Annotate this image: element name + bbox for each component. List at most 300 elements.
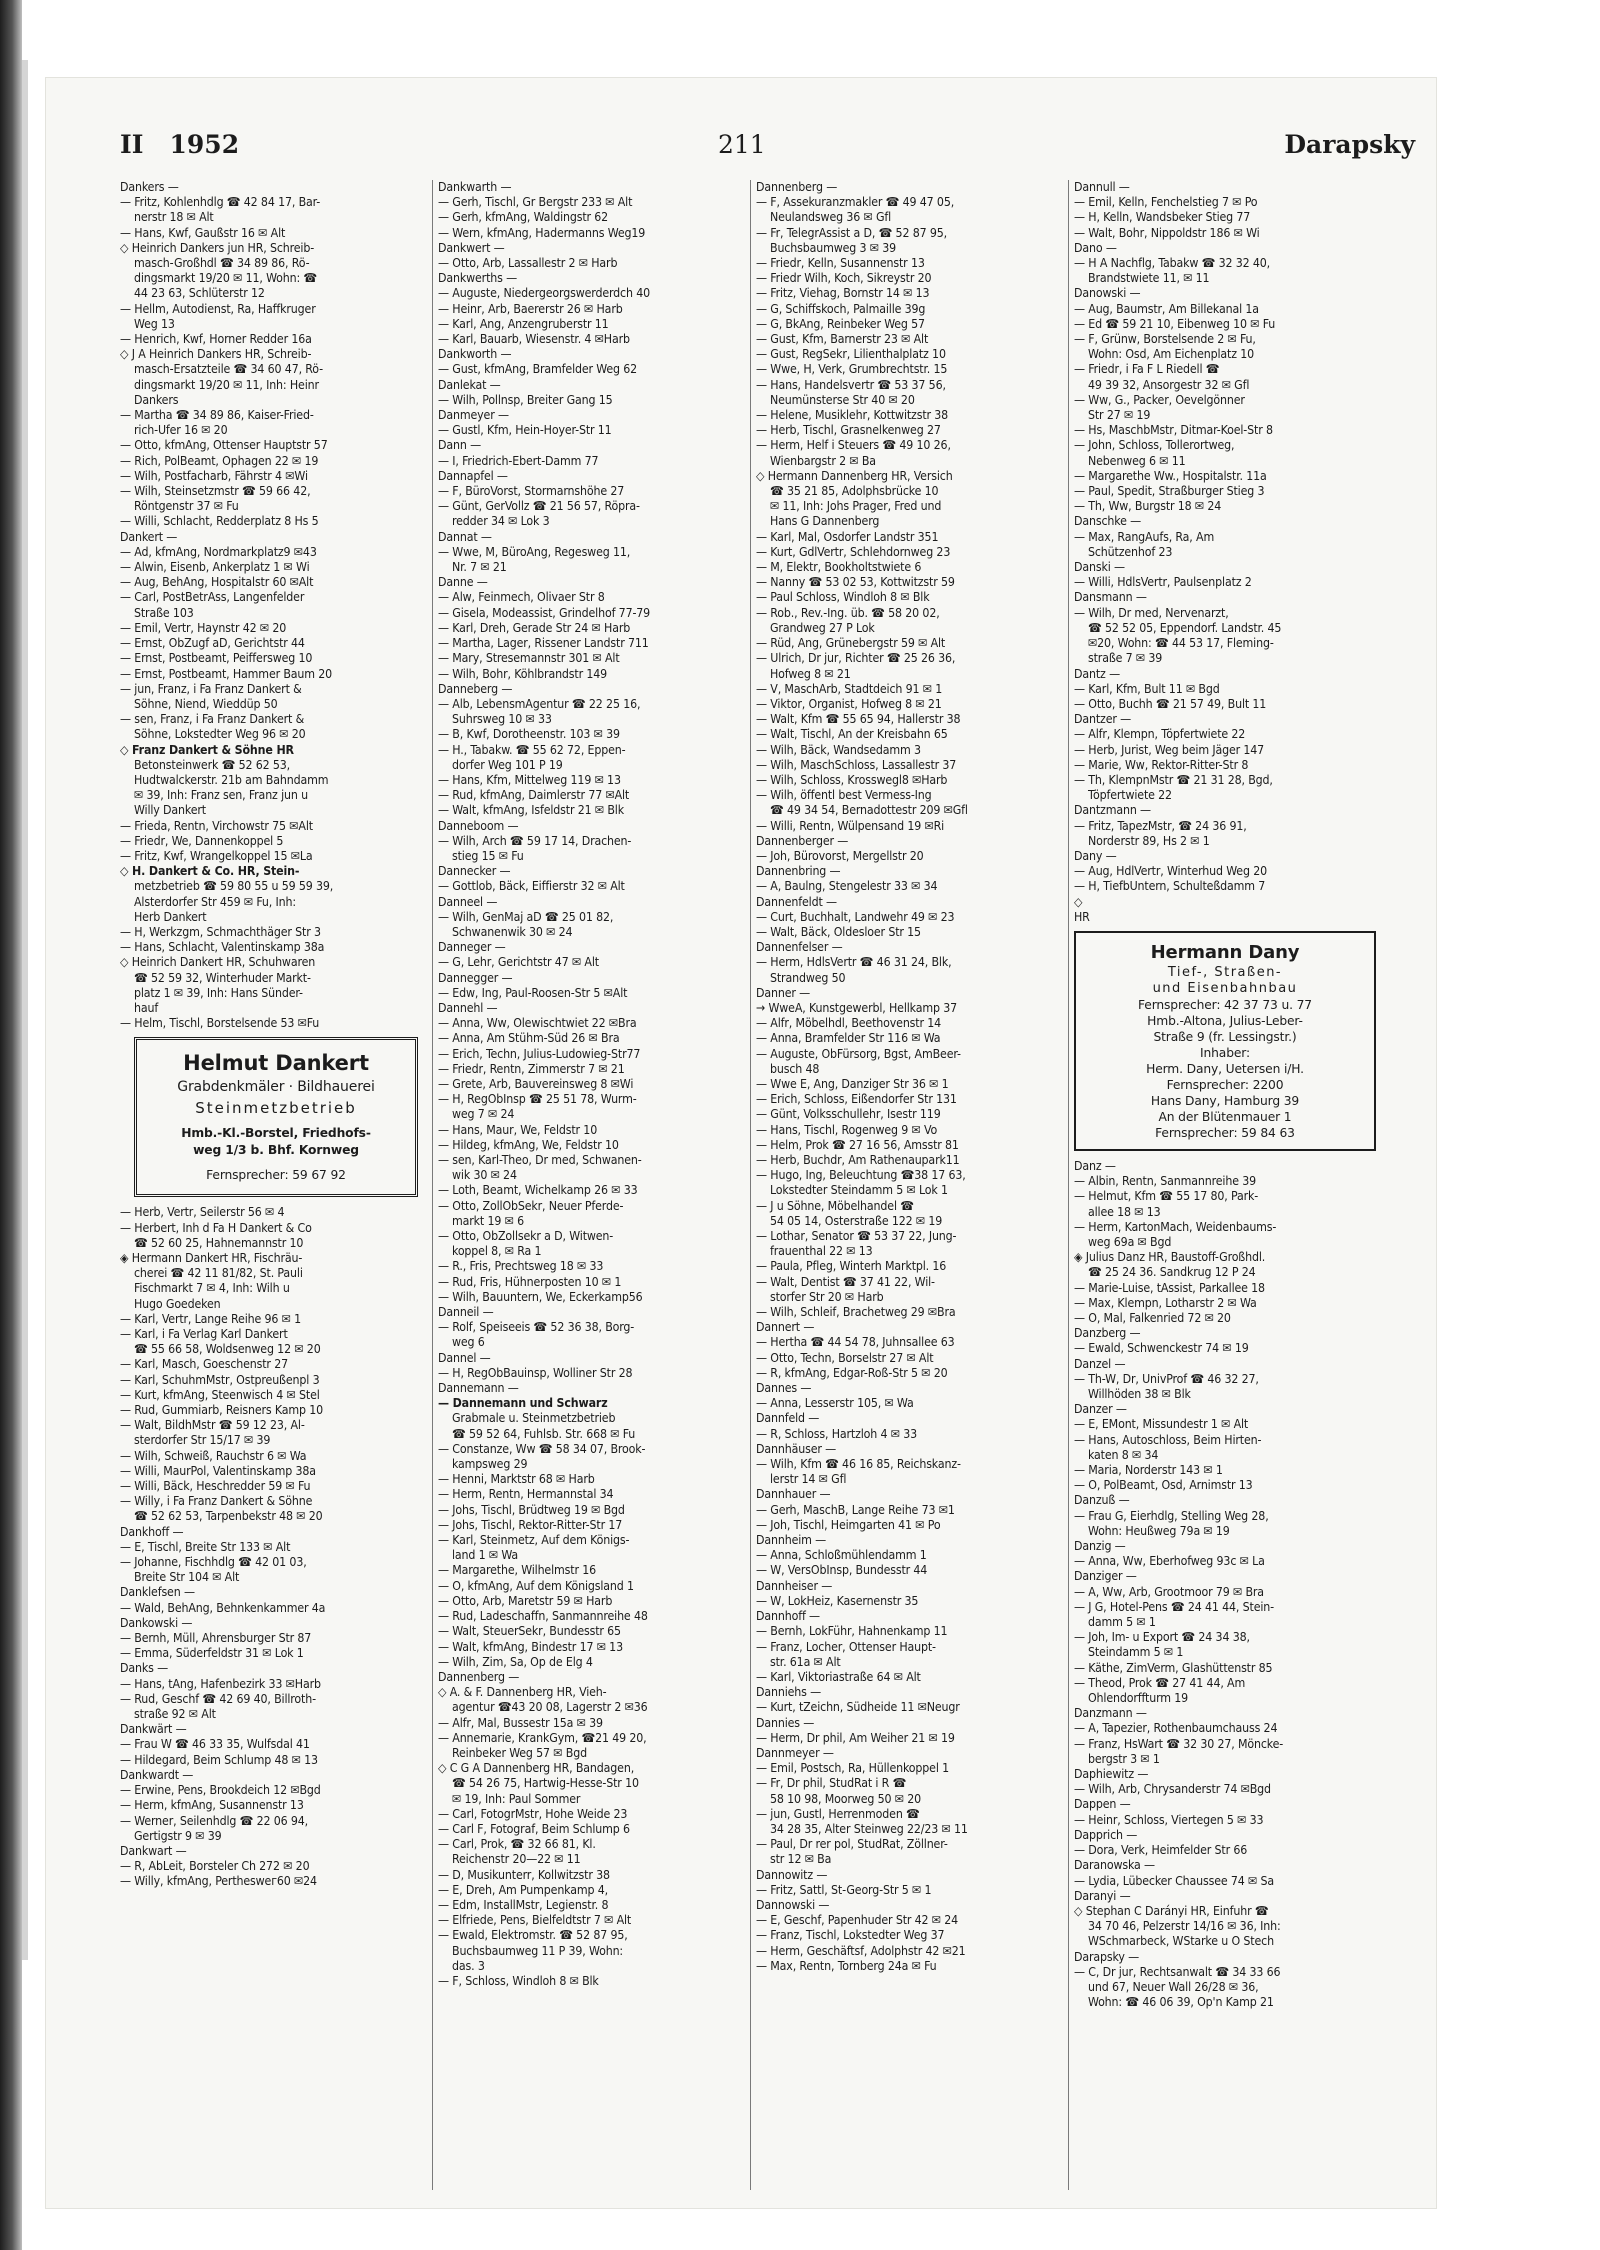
directory-entry-line: — Otto, kfmAng, Ottenser Hauptstr 57: [120, 438, 328, 453]
header-roman: II: [120, 130, 144, 159]
directory-entry-line: agentur ☎43 20 08, Lagerstr 2 ✉36: [452, 1700, 648, 1715]
directory-entry-line: — Willi, Rentn, Wülpensand 19 ✉Ri: [756, 818, 945, 833]
ad-dany-line-1: Tief-, Straßen-: [1167, 964, 1283, 980]
directory-entry-line: Dantz —: [1074, 666, 1120, 681]
column-2: [432, 180, 744, 2190]
directory-entry-line: — Max, RangAufs, Ra, Am: [1074, 529, 1215, 544]
directory-entry-line: Hudtwalckerstr. 21b am Bahndamm: [134, 772, 329, 787]
directory-entry-line: — Willy, i Fa Franz Dankert & Söhne: [120, 1494, 313, 1509]
directory-entry-line: Dannemann —: [438, 1381, 519, 1396]
directory-entry-line: — E, Dreh, Am Pumpenkamp 4,: [438, 1882, 608, 1897]
directory-entry-line: — Viktor, Organist, Hofweg 8 ✉ 21: [756, 696, 942, 711]
directory-entry-line: — Alfr, Mal, Bussestr 15a ✉ 39: [438, 1715, 603, 1730]
directory-entry-line: — Wilh, Arb, Chrysanderstr 74 ✉Bgd: [1074, 1782, 1271, 1797]
directory-entry-line: Neumünsterse Str 40 ✉ 20: [770, 392, 915, 407]
directory-entry-line: — Hans, Autoschloss, Beim Hirten-: [1074, 1432, 1262, 1447]
directory-entry-line: — Auguste, Niedergeorgswerderdch 40: [438, 286, 650, 301]
directory-entry-line: 58 10 98, Moorweg 50 ✉ 20: [770, 1791, 921, 1806]
directory-entry-line: — Anna, Ww, Eberhofweg 93c ✉ La: [1074, 1554, 1265, 1569]
directory-entry-line: Wohn: ☎ 46 06 39, Op'n Kamp 21: [1088, 1995, 1274, 2010]
directory-entry-line: metzbetrieb ☎ 59 80 55 u 59 59 39,: [134, 879, 334, 894]
directory-entry-line: — Wwe, H, Verk, Grumbrechtstr. 15: [756, 362, 948, 377]
directory-entry-line: ◇ C G A Dannenberg HR, Bandagen,: [438, 1761, 635, 1776]
directory-entry-line: — Hildegard, Beim Schlump 48 ✉ 13: [120, 1752, 318, 1767]
directory-entry-line: — Anna, Ww, Olewischtwiet 22 ✉Bra: [438, 1016, 637, 1031]
directory-entry-line: — Karl, Viktoriastraße 64 ✉ Alt: [756, 1669, 921, 1684]
directory-entry-line: platz 1 ✉ 39, Inh: Hans Sünder-: [134, 985, 303, 1000]
ad-dankert-business: Steinmetzbetrieb: [195, 1099, 357, 1118]
directory-entry-line: — Joh, Im- u Export ☎ 24 34 38,: [1074, 1630, 1250, 1645]
directory-entry-line: — H, Werkzgm, Schmachthäger Str 3: [120, 924, 321, 939]
directory-entry-line: — H, RegObInsp ☎ 25 51 78, Wurm-: [438, 1092, 637, 1107]
directory-entry-line: — Wilh, Steinsetzmstr ☎ 59 66 42,: [120, 484, 311, 499]
directory-entry-line: Danner —: [756, 985, 811, 1000]
directory-entry-line: Hans G Dannenberg: [770, 514, 880, 529]
directory-entry-line: ☎ 52 60 25, Hahnemannstr 10: [134, 1235, 304, 1250]
directory-entry-line: — Hans, tAng, Hafenbezirk 33 ✉Harb: [120, 1676, 321, 1691]
directory-entry-line: Daphiewitz —: [1074, 1767, 1149, 1782]
directory-entry-line: — Gerh, MaschB, Lange Reihe 73 ✉1: [756, 1502, 955, 1517]
directory-entry-line: Dannheim —: [756, 1533, 827, 1548]
ad-dany-line-7: Herm. Dany, Uetersen i/H.: [1146, 1061, 1304, 1076]
header-keyword: Darapsky: [1284, 130, 1415, 159]
directory-entry-line: — Ed ☎ 59 21 10, Eibenweg 10 ✉ Fu: [1074, 316, 1276, 331]
directory-entry-line: — Friedr, Rentn, Zimmerstr 7 ✉ 21: [438, 1061, 625, 1076]
directory-entry-line: — Rüd, Ang, Grünebergstr 59 ✉ Alt: [756, 636, 946, 651]
directory-entry-line: — Franz, Tischl, Lokstedter Weg 37: [756, 1928, 945, 1943]
ad-dany-line-6: Inhaber:: [1200, 1045, 1250, 1060]
column-3-list: [756, 180, 1062, 1974]
directory-entry-line: — Walt, Dentist ☎ 37 41 22, Wil-: [756, 1274, 935, 1289]
directory-entry-line: masch-Großhdl ☎ 34 89 86, Rö-: [134, 256, 310, 271]
directory-entry-line: — Karl, Vertr, Lange Reihe 96 ✉ 1: [120, 1311, 302, 1326]
directory-entry-line: — Elfriede, Pens, Bielfeldtstr 7 ✉ Alt: [438, 1913, 632, 1928]
directory-entry-line: — Frau W ☎ 46 33 35, Wulfsdal 41: [120, 1737, 310, 1752]
directory-entry-line: — Ad, kfmAng, Nordmarkplatz9 ✉43: [120, 544, 317, 559]
directory-entry-line: — Margarethe Ww., Hospitalstr. 11a: [1074, 468, 1267, 483]
directory-entry-line: — Hans, Kwf, Gaußstr 16 ✉ Alt: [120, 225, 286, 240]
directory-entry-line: — Henrich, Kwf, Horner Redder 16a: [120, 332, 312, 347]
directory-entry-line: nerstr 18 ✉ Alt: [134, 210, 214, 225]
directory-entry-line: bergstr 3 ✉ 1: [1088, 1751, 1160, 1766]
directory-entry-line: — Marie-Luise, tAssist, Parkallee 18: [1074, 1280, 1265, 1295]
directory-entry-line: Dappen —: [1074, 1797, 1131, 1812]
directory-entry-line: — Hugo, Ing, Beleuchtung ☎38 17 63,: [756, 1168, 966, 1183]
directory-entry-line: — Helm, Prok ☎ 27 16 56, Amsstr 81: [756, 1137, 959, 1152]
directory-entry-line: ◈ Hermann Dankert HR, Fischräu-: [120, 1250, 303, 1265]
directory-entry-line: — Helmut, Kfm ☎ 55 17 80, Park-: [1074, 1189, 1259, 1204]
directory-entry-line: — Alb, LebensmAgentur ☎ 22 25 16,: [438, 696, 641, 711]
directory-entry-line: — Gerh, Tischl, Gr Bergstr 233 ✉ Alt: [438, 195, 633, 210]
directory-entry-line: — Rud, kfmAng, Daimlerstr 77 ✉Alt: [438, 788, 630, 803]
directory-entry-line: Dantzer —: [1074, 712, 1132, 727]
directory-entry-line: — Hans, Schlacht, Valentinskamp 38a: [120, 940, 325, 955]
directory-entry-line: — Gust, RegSekr, Lilienthalplatz 10: [756, 347, 946, 362]
directory-entry-line: Dannert —: [756, 1320, 815, 1335]
directory-entry-line: — Bernh, Müll, Ahrensburger Str 87: [120, 1631, 312, 1646]
directory-entry-line: dingsmarkt 19/20 ✉ 11, Inh: Heinr: [134, 377, 319, 392]
directory-entry-line: — Maria, Norderstr 143 ✉ 1: [1074, 1463, 1223, 1478]
directory-entry-line: Daranowska —: [1074, 1858, 1155, 1873]
directory-entry-line: Dannenberg —: [438, 1669, 520, 1684]
directory-entry-line: — Anna, Bramfelder Str 116 ✉ Wa: [756, 1031, 941, 1046]
directory-entry-line: — Johs, Tischl, Brüdtweg 19 ✉ Bgd: [438, 1502, 625, 1517]
directory-entry-line: ◇ J A Heinrich Dankers HR, Schreib-: [120, 347, 312, 362]
directory-entry-line: weg 7 ✉ 24: [452, 1107, 515, 1122]
directory-entry-line: — Willi, Schlacht, Redderplatz 8 Hs 5: [120, 514, 319, 529]
directory-entry-line: — Otto, ZollObSekr, Neuer Pferde-: [438, 1198, 624, 1213]
directory-entry-line: — Walt, SteuerSekr, Bundesstr 65: [438, 1624, 621, 1639]
directory-entry-line: weg 6: [452, 1335, 485, 1350]
directory-entry-line: — E, Geschf, Papenhuder Str 42 ✉ 24: [756, 1913, 959, 1928]
directory-entry-line: koppel 8, ✉ Ra 1: [452, 1244, 542, 1259]
directory-entry-line: — Herm, Dr phil, Am Weiher 21 ✉ 19: [756, 1730, 955, 1745]
directory-entry-line: — Gisela, Modeassist, Grindelhof 77-79: [438, 605, 651, 620]
directory-entry-line: land 1 ✉ Wa: [452, 1548, 519, 1563]
directory-entry-line: frauenthal 22 ✉ 13: [770, 1244, 873, 1259]
directory-entry-line: — Alw, Feinmech, Olivaer Str 8: [438, 590, 605, 605]
directory-entry-line: Dannat —: [438, 529, 492, 544]
directory-entry-line: — Herm, kfmAng, Susannenstr 13: [120, 1798, 304, 1813]
directory-entry-line: — Aug, HdlVertr, Winterhud Weg 20: [1074, 864, 1267, 879]
directory-entry-line: — Helm, Tischl, Borstelsende 53 ✉Fu: [120, 1016, 320, 1031]
directory-entry-line: — M, Elektr, Bookholtstwiete 6: [756, 560, 922, 575]
directory-entry-line: Danzer —: [1074, 1402, 1127, 1417]
directory-entry-line: — Walt, kfmAng, Bindestr 17 ✉ 13: [438, 1639, 623, 1654]
column-4-top: [1074, 180, 1380, 925]
directory-entry-line: — Annemarie, KrankGym, ☎21 49 20,: [438, 1730, 647, 1745]
directory-entry-line: — Carl, PostBetrAss, Langenfelder: [120, 590, 305, 605]
directory-entry-line: — Fritz, Viehag, Bornstr 14 ✉ 13: [756, 286, 930, 301]
directory-entry-line: Röntgenstr 37 ✉ Fu: [134, 499, 239, 514]
directory-entry-line: — Erich, Techn, Julius-Ludowieg-Str77: [438, 1046, 641, 1061]
directory-entry-line: Strandweg 50: [770, 970, 846, 985]
directory-entry-line: — Otto, Arb, Lassallestr 2 ✉ Harb: [438, 256, 618, 271]
directory-entry-line: — G, Schiffskoch, Palmaille 39g: [756, 301, 926, 316]
directory-entry-line: — Nanny ☎ 53 02 53, Kottwitzstr 59: [756, 575, 955, 590]
directory-entry-line: — Walt, Bäck, Oldesloer Str 15: [756, 924, 921, 939]
directory-entry-line: Dannhäuser —: [756, 1441, 837, 1456]
page-number: 211: [718, 130, 766, 159]
directory-entry-line: 54 05 14, Osterstraße 122 ✉ 19: [770, 1213, 943, 1228]
directory-entry-line: dingsmarkt 19/20 ✉ 11, Wohn: ☎: [134, 271, 318, 286]
directory-entry-line: — Joh, Tischl, Heimgarten 41 ✉ Po: [756, 1517, 941, 1532]
directory-entry-line: — J G, Hotel-Pens ☎ 24 41 44, Stein-: [1074, 1599, 1274, 1614]
directory-entry-line: Fischmarkt 7 ✉ 4, Inh: Wilh u: [134, 1281, 290, 1296]
directory-entry-line: kampsweg 29: [452, 1457, 528, 1472]
directory-entry-line: rich-Ufer 16 ✉ 20: [134, 423, 228, 438]
directory-entry-line: Dannenberg —: [756, 180, 838, 194]
directory-entry-line: — Anna, Am Stühm-Süd 26 ✉ Bra: [438, 1031, 620, 1046]
directory-entry-line: — E, EMont, Missundestr 1 ✉ Alt: [1074, 1417, 1249, 1432]
directory-entry-line: — Otto, Arb, Maretstr 59 ✉ Harb: [438, 1593, 613, 1608]
directory-entry-line: damm 5 ✉ 1: [1088, 1615, 1156, 1630]
directory-entry-line: — Wilh, Postfacharb, Fährstr 4 ✉Wi: [120, 468, 308, 483]
directory-entry-line: ◇ Franz Dankert & Söhne HR: [120, 742, 294, 757]
directory-entry-line: Danzel —: [1074, 1356, 1126, 1371]
directory-entry-line: — Günt, GerVollz ☎ 21 56 57, Röpra-: [438, 499, 640, 514]
directory-entry-line: — Walt, Kfm ☎ 55 65 94, Hallerstr 38: [756, 712, 961, 727]
directory-entry-line: — sen, Franz, i Fa Franz Dankert &: [120, 712, 305, 727]
directory-entry-line: — Wilh, Schweiß, Rauchstr 6 ✉ Wa: [120, 1448, 307, 1463]
directory-entry-line: — Rud, Geschf ☎ 42 69 40, Billroth-: [120, 1691, 316, 1706]
directory-entry-line: ☎ 49 34 54, Bernadottestr 209 ✉Gfl: [770, 803, 968, 818]
ad-dany-line-10: An der Blütenmauer 1: [1158, 1109, 1292, 1124]
directory-entry-line: Wienbargstr 2 ✉ Ba: [770, 453, 876, 468]
directory-entry-line: Dannenberger —: [756, 833, 849, 848]
directory-columns: [120, 180, 1420, 2190]
directory-entry-line: — Wilh, öffentl best Vermess-Ing: [756, 788, 932, 803]
directory-entry-line: Schwanenwik 30 ✉ 24: [452, 924, 573, 939]
directory-entry-line: Dankwardt —: [120, 1767, 194, 1782]
column-1: [120, 180, 426, 2190]
directory-entry-line: — A, Ww, Arb, Grootmoor 79 ✉ Bra: [1074, 1584, 1264, 1599]
directory-entry-line: — Käthe, ZimVerm, Glashüttenstr 85: [1074, 1660, 1273, 1675]
directory-entry-line: Neulandsweg 36 ✉ Gfl: [770, 210, 892, 225]
directory-entry-line: — Emil, Kelln, Fenchelstieg 7 ✉ Po: [1074, 195, 1258, 210]
directory-entry-line: — Friedr Wilh, Koch, Sikreystr 20: [756, 271, 932, 286]
directory-entry-line: Reinbeker Weg 57 ✉ Bgd: [452, 1745, 587, 1760]
directory-entry-line: Betonsteinwerk ☎ 52 62 53,: [134, 757, 290, 772]
directory-entry-line: — Herm, HdlsVertr ☎ 46 31 24, Blk,: [756, 955, 952, 970]
directory-entry-line: masch-Ersatzteile ☎ 34 60 47, Rö-: [134, 362, 323, 377]
directory-entry-line: markt 19 ✉ 6: [452, 1213, 524, 1228]
column-1-top: [120, 180, 426, 1031]
directory-entry-line: Danziger —: [1074, 1569, 1137, 1584]
directory-entry-line: Dannowitz —: [756, 1867, 828, 1882]
directory-entry-line: — B, Kwf, Dorotheenstr. 103 ✉ 39: [438, 727, 620, 742]
directory-entry-line: Dapprich —: [1074, 1827, 1138, 1842]
directory-entry-line: Danz —: [1074, 1158, 1116, 1173]
scan-edge: [0, 0, 22, 2250]
directory-entry-line: Dann —: [438, 438, 482, 453]
directory-entry-line: — D, Musikunterr, Kollwitzstr 38: [438, 1867, 610, 1882]
directory-entry-line: Dano —: [1074, 240, 1117, 255]
directory-entry-line: — Ernst, Postbeamt, Hammer Baum 20: [120, 666, 333, 681]
directory-entry-line: — Herb, Vertr, Seilerstr 56 ✉ 4: [120, 1205, 285, 1220]
directory-entry-line: ◇ A. & F. Dannenberg HR, Vieh-: [438, 1685, 607, 1700]
directory-entry-line: — Auguste, ObFürsorg, Bgst, AmBeer-: [756, 1046, 961, 1061]
directory-entry-line: Dannehl —: [438, 1000, 498, 1015]
directory-entry-line: — Otto, Buchh ☎ 21 57 49, Bult 11: [1074, 696, 1267, 711]
directory-entry-line: — Fritz, TapezMstr, ☎ 24 36 91,: [1074, 818, 1247, 833]
directory-entry-line: — Gustl, Kfm, Hein-Hoyer-Str 11: [438, 423, 612, 438]
directory-entry-line: — O, kfmAng, Auf dem Königsland 1: [438, 1578, 634, 1593]
directory-entry-line: — Th, Ww, Burgstr 18 ✉ 24: [1074, 499, 1222, 514]
directory-entry-line: — Herm, Rentn, Hermannstal 34: [438, 1487, 614, 1502]
directory-entry-line: — Rich, PolBeamt, Ophagen 22 ✉ 19: [120, 453, 319, 468]
directory-entry-line: Dannenbring —: [756, 864, 841, 879]
directory-entry-line: Grandweg 27 P Lok: [770, 620, 875, 635]
directory-entry-line: — Hertha ☎ 44 54 78, Juhnsallee 63: [756, 1335, 955, 1350]
directory-entry-line: — Martha ☎ 34 89 86, Kaiser-Fried-: [120, 408, 314, 423]
directory-entry-line: ✉20, Wohn: ☎ 44 53 17, Fleming-: [1088, 636, 1274, 651]
directory-entry-line: — Kurt, GdlVertr, Schlehdornweg 23: [756, 544, 951, 559]
directory-entry-line: ◇ Heinrich Dankers jun HR, Schreib-: [120, 240, 315, 255]
directory-entry-line: Steindamm 5 ✉ 1: [1088, 1645, 1184, 1660]
directory-entry-line: Dannel —: [438, 1350, 491, 1365]
directory-entry-line: 34 28 35, Alter Steinweg 22/23 ✉ 11: [770, 1821, 968, 1836]
directory-entry-line: — R, Schloss, Hartzloh 4 ✉ 33: [756, 1426, 918, 1441]
directory-entry-line: Dankers —: [120, 180, 179, 194]
directory-entry-line: — Herm, Helf i Steuers ☎ 49 10 26,: [756, 438, 951, 453]
directory-entry-line: Dannmeyer —: [756, 1745, 834, 1760]
directory-entry-line: — Herbert, Inh d Fa H Dankert & Co: [120, 1220, 312, 1235]
directory-entry-line: — Rolf, Speiseeis ☎ 52 36 38, Borg-: [438, 1320, 635, 1335]
directory-entry-line: Dannenfeldt —: [756, 894, 837, 909]
directory-entry-line: Willhöden 38 ✉ Blk: [1088, 1387, 1191, 1401]
directory-entry-line: — Karl, Kfm, Bult 11 ✉ Bgd: [1074, 681, 1220, 696]
directory-entry-line: Dankhoff —: [120, 1524, 184, 1539]
directory-entry-line: ☎ 59 52 64, Fuhlsb. Str. 668 ✉ Fu: [452, 1426, 636, 1441]
directory-entry-line: — R, AbLeit, Borsteler Ch 272 ✉ 20: [120, 1859, 310, 1874]
directory-entry-line: busch 48: [770, 1061, 820, 1076]
directory-entry-line: — Alfr, Möbelhdl, Beethovenstr 14: [756, 1016, 942, 1031]
directory-entry-line: — Mary, Stresemannstr 301 ✉ Alt: [438, 651, 620, 666]
directory-entry-line: lerstr 14 ✉ Gfl: [770, 1472, 847, 1487]
directory-entry-line: — Fritz, Sattl, St-Georg-Str 5 ✉ 1: [756, 1882, 932, 1897]
directory-entry-line: ✉ 39, Inh: Franz sen, Franz jun u: [134, 788, 308, 803]
directory-entry-line: — F, Grünw, Borstelsende 2 ✉ Fu,: [1074, 332, 1256, 347]
directory-entry-line: — Ww, G., Packer, Oevelgönner: [1074, 392, 1245, 407]
directory-entry-line: — H, TiefbUntern, Schulteßdamm 7: [1074, 879, 1266, 894]
ad-dankert-subtitle: Grabdenkmäler · Bildhauerei: [177, 1079, 375, 1096]
directory-entry-line: — Constanze, Ww ☎ 58 34 07, Brook-: [438, 1441, 646, 1456]
directory-entry-line: Straße 103: [134, 605, 194, 620]
directory-entry-line: — Karl, Mal, Osdorfer Landstr 351: [756, 529, 939, 544]
directory-entry-line: — Theod, Prok ☎ 27 41 44, Am: [1074, 1675, 1246, 1690]
directory-entry-line: Brandstwiete 11, ✉ 11: [1088, 271, 1210, 286]
directory-entry-line: — Otto, ObZollsekr a D, Witwen-: [438, 1229, 614, 1244]
directory-entry-line: — Willi, HdlsVertr, Paulsenplatz 2: [1074, 575, 1252, 590]
directory-entry-line: — Karl, Steinmetz, Auf dem Königs-: [438, 1533, 630, 1548]
directory-entry-line: — Paula, Pfleg, Winterh Marktpl. 16: [756, 1259, 947, 1274]
directory-entry-line: — Rob., Rev.-Ing. üb. ☎ 58 20 02,: [756, 605, 940, 620]
directory-entry-line: — Margarethe, Wilhelmstr 16: [438, 1563, 596, 1578]
directory-entry-line: ◇ Hermann Dannenberg HR, Versich: [756, 468, 953, 483]
directory-entry-line: hauf: [134, 1000, 159, 1015]
directory-entry-line: Ohlendorffturm 19: [1088, 1691, 1189, 1706]
directory-entry-line: — Karl, Ang, Anzengruberstr 11: [438, 316, 609, 331]
directory-entry-line: — F, Schloss, Windloh 8 ✉ Blk: [438, 1973, 599, 1988]
directory-entry-line: straße 7 ✉ 39: [1088, 651, 1163, 666]
directory-entry-line: — Fr, Dr phil, StudRat i R ☎: [756, 1776, 907, 1791]
directory-entry-line: Dansmann —: [1074, 590, 1147, 605]
directory-entry-line: — W, VersObInsp, Bundesstr 44: [756, 1563, 928, 1578]
directory-entry-line: — Heinr, Arb, Baererstr 26 ✉ Harb: [438, 301, 623, 316]
ad-dankert-address-1: Hmb.-Kl.-Borstel, Friedhofs-: [181, 1126, 371, 1141]
directory-entry-line: — Willi, MaurPol, Valentinskamp 38a: [120, 1463, 316, 1478]
directory-entry-line: — Helene, Musiklehr, Kottwitzstr 38: [756, 408, 949, 423]
directory-entry-line: — Loth, Beamt, Wichelkamp 26 ✉ 33: [438, 1183, 638, 1198]
directory-entry-line: ✉ 11, Inh: Johs Prager, Fred und: [770, 499, 942, 514]
directory-entry-line: — Wilh, Dr med, Nervenarzt,: [1074, 605, 1229, 620]
directory-entry-line: — Wern, kfmAng, Hadermanns Weg19: [438, 225, 646, 240]
column-3: [750, 180, 1062, 2190]
directory-entry-line: Danneberg —: [438, 681, 513, 696]
directory-entry-line: — John, Schloss, Tollerortweg,: [1074, 438, 1235, 453]
directory-entry-line: — Hildeg, kfmAng, We, Feldstr 10: [438, 1137, 619, 1152]
directory-entry-line: Herb Dankert: [134, 909, 207, 924]
ad-dany-line-2: und Eisenbahnbau: [1152, 980, 1298, 996]
directory-entry-line: Darapsky —: [1074, 1949, 1140, 1964]
directory-entry-line: — G, BkAng, Reinbeker Weg 57: [756, 316, 925, 331]
directory-entry-line: — W, LokHeiz, Kasernenstr 35: [756, 1593, 919, 1608]
directory-entry-line: Dankert —: [120, 529, 178, 544]
directory-entry-line: — Paul Schloss, Windloh 8 ✉ Blk: [756, 590, 930, 605]
directory-entry-line: Wohn: Osd, Am Eichenplatz 10: [1088, 347, 1255, 362]
directory-entry-line: Dannecker —: [438, 864, 511, 879]
directory-entry-line: Danlekat —: [438, 377, 501, 392]
directory-entry-line: str 12 ✉ Ba: [770, 1852, 832, 1867]
directory-entry-line: Danski —: [1074, 560, 1125, 575]
directory-entry-line: ☎ 54 26 75, Hartwig-Hesse-Str 10: [452, 1776, 639, 1791]
directory-entry-line: — Hs, MaschbMstr, Ditmar-Koel-Str 8: [1074, 423, 1273, 438]
directory-entry-line: — Hans, Kfm, Mittelweg 119 ✉ 13: [438, 772, 621, 787]
directory-entry-line: — O, Mal, Falkenried 72 ✉ 20: [1074, 1310, 1231, 1325]
directory-entry-line: allee 18 ✉ 13: [1088, 1204, 1161, 1219]
directory-entry-line: Dankworth —: [438, 347, 512, 362]
directory-entry-line: — Ernst, ObZugf aD, Gerichtstr 44: [120, 636, 305, 651]
directory-entry-line: Suhrsweg 10 ✉ 33: [452, 712, 552, 727]
directory-entry-line: — Grete, Arb, Bauvereinsweg 8 ✉Wi: [438, 1076, 634, 1091]
directory-entry-line: Danzig —: [1074, 1539, 1126, 1554]
directory-entry-line: — Herb, Buchdr, Am Rathenaupark11: [756, 1153, 960, 1167]
directory-entry-line: — H., Tabakw. ☎ 55 62 72, Eppen-: [438, 742, 626, 757]
directory-entry-line: cherei ☎ 42 11 81/82, St. Pauli: [134, 1266, 303, 1281]
ad-dany-line-8: Fernsprecher: 2200: [1166, 1077, 1284, 1092]
directory-entry-line: wik 30 ✉ 24: [452, 1168, 517, 1183]
column-4-bottom: [1074, 1159, 1380, 2010]
directory-entry-line: — Herb, Jurist, Weg beim Jäger 147: [1074, 742, 1265, 757]
directory-entry-line: Schützenhof 23: [1088, 544, 1173, 559]
directory-entry-line: — Hans, Tischl, Rogenweg 9 ✉ Vo: [756, 1122, 938, 1137]
directory-entry-line: — Herm, KartonMach, Weidenbaums-: [1074, 1219, 1277, 1234]
directory-entry-line: weg 69a ✉ Bgd: [1088, 1234, 1172, 1249]
directory-entry-line: — Joh, Bürovorst, Mergellstr 20: [756, 848, 924, 863]
directory-entry-line: Dannheiser —: [756, 1578, 833, 1593]
directory-entry-line: — Max, Klempn, Lotharstr 2 ✉ Wa: [1074, 1295, 1257, 1310]
directory-entry-line: — Hans, Maur, We, Feldstr 10: [438, 1122, 598, 1137]
directory-entry-line: — Walt, Tischl, An der Kreisbahn 65: [756, 727, 948, 742]
directory-entry-line: — Carl, FotogrMstr, Hohe Weide 23: [438, 1806, 628, 1821]
directory-entry-line: — Dora, Verk, Heimfelder Str 66: [1074, 1843, 1248, 1858]
ad-dany-line-5: Straße 9 (fr. Lessingstr.): [1153, 1029, 1297, 1044]
directory-entry-line: Dankers: [134, 392, 179, 407]
directory-entry-line: dorfer Weg 101 P 19: [452, 757, 563, 772]
directory-entry-line: — Wilh, Kfm ☎ 46 16 85, Reichskanz-: [756, 1457, 961, 1472]
scan-edge-shadow: [22, 60, 28, 1960]
directory-entry-line: — Wilh, Schleif, Brachetweg 29 ✉Bra: [756, 1305, 956, 1320]
directory-entry-line: — Erich, Schloss, Eißendorfer Str 131: [756, 1092, 957, 1107]
directory-entry-line: — Ernst, Postbeamt, Peiffersweg 10: [120, 651, 313, 666]
directory-entry-line: — J u Söhne, Möbelhandel ☎: [756, 1198, 914, 1213]
directory-entry-line: — Dannemann und Schwarz: [438, 1396, 608, 1411]
directory-entry-line: Danzmann —: [1074, 1706, 1147, 1721]
directory-entry-line: Weg 13: [134, 316, 175, 331]
directory-entry-line: — Alwin, Eisenb, Ankerplatz 1 ✉ Wi: [120, 560, 310, 575]
directory-entry-line: — Marie, Ww, Rektor-Ritter-Str 8: [1074, 757, 1249, 772]
directory-entry-line: ◇ Stephan C Darányi HR, Einfuhr ☎: [1074, 1903, 1269, 1918]
directory-entry-line: — Alfr, Klempn, Töpfertwiete 22: [1074, 727, 1246, 742]
directory-entry-line: — Paul, Dr rer pol, StudRat, Zöllner-: [756, 1837, 948, 1852]
directory-entry-line: str. 61a ✉ Alt: [770, 1654, 841, 1669]
directory-entry-line: — Rud, Gummiarb, Reisners Kamp 10: [120, 1403, 324, 1418]
directory-entry-line: Breite Str 104 ✉ Alt: [134, 1570, 240, 1585]
directory-entry-line: — Friedr, We, Dannenkoppel 5: [120, 833, 284, 848]
directory-entry-line: — H, RegObBauinsp, Wolliner Str 28: [438, 1365, 633, 1380]
directory-entry-line: — Anna, Lesserstr 105, ✉ Wa: [756, 1396, 914, 1411]
